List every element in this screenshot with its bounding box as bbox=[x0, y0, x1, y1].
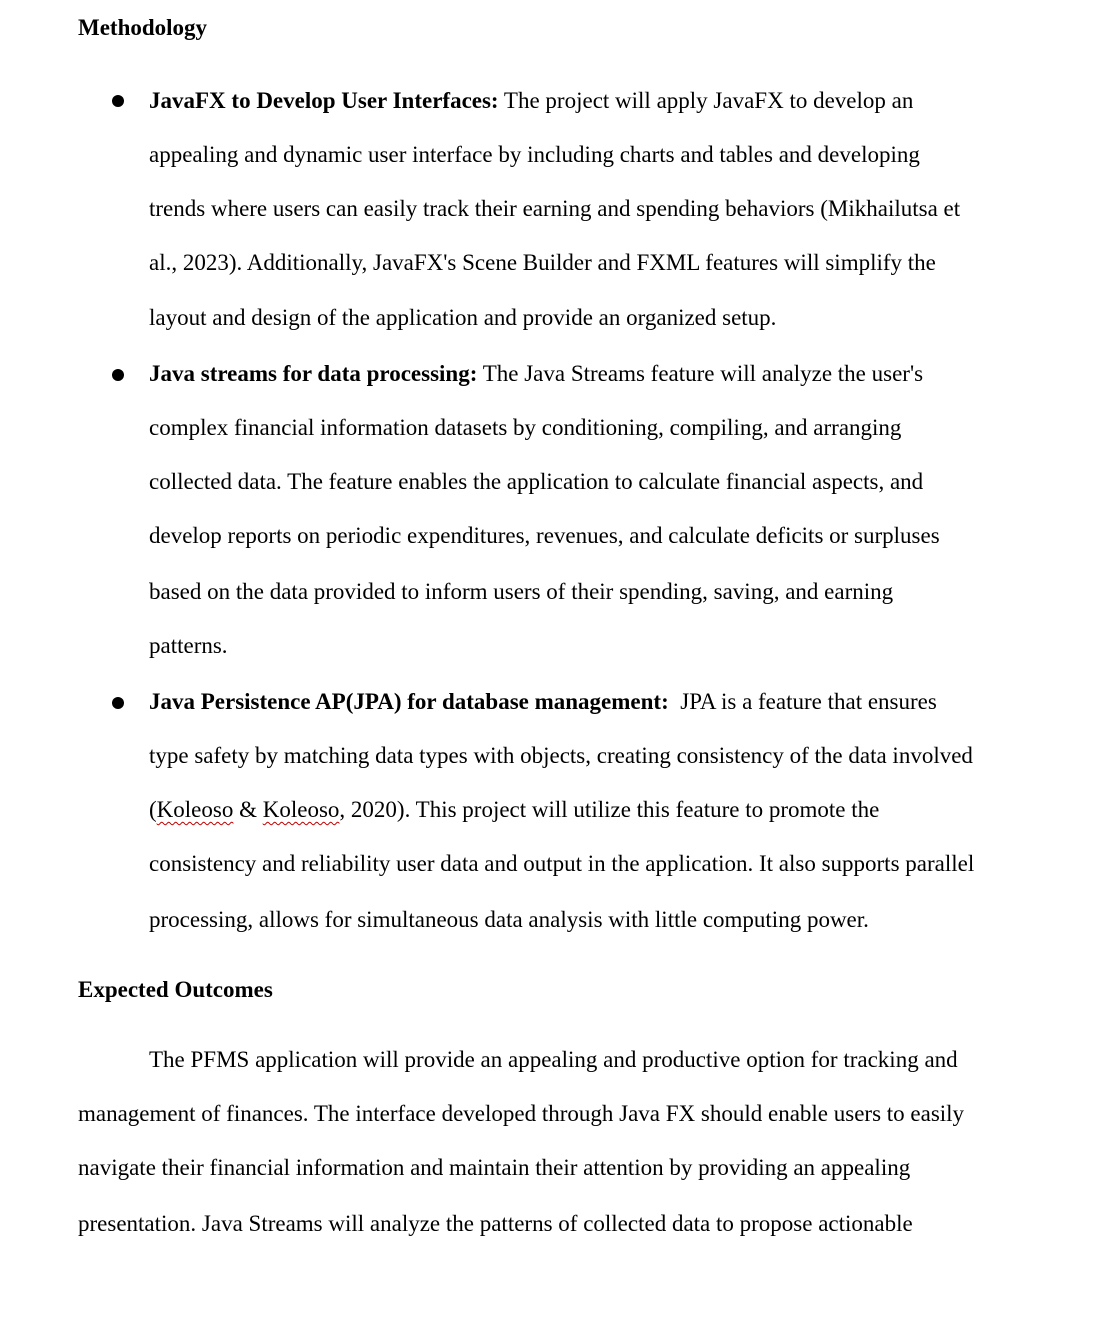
bullet-2-line: complex financial information datasets by conditioning, compiling, and arranging bbox=[149, 415, 902, 440]
bullet-1-line: al., 2023). Additionally, JavaFX's Scene Builder and FXML features will simplify the bbox=[149, 250, 936, 275]
bullet-3-title: Java Persistence AP(JPA) for database management: bbox=[149, 689, 669, 714]
citation-open: ( bbox=[149, 797, 157, 822]
citation-amp: & bbox=[233, 797, 263, 822]
bullet-2-line: collected data. The feature enables the application to calculate financial aspects, and bbox=[149, 469, 924, 494]
outcomes-first-line: The PFMS application will provide an appealing and productive option for tracking and bbox=[149, 1047, 958, 1072]
bullet-1-line: layout and design of the application and provide an organized setup. bbox=[149, 305, 777, 330]
bullet-2-first-line bbox=[149, 359, 923, 389]
bullet-3-first-line bbox=[149, 687, 937, 717]
methodology-heading: Methodology bbox=[78, 15, 208, 40]
bullet-2-line: patterns. bbox=[149, 633, 228, 658]
bullet-3-line: processing, allows for simultaneous data analysis with little computing power. bbox=[149, 907, 869, 932]
bullet-icon bbox=[112, 369, 124, 381]
bullet-2-line: develop reports on periodic expenditures, revenues, and calculate deficits or surpluses bbox=[149, 523, 940, 548]
bullet-2-title: Java streams for data processing: bbox=[149, 361, 478, 386]
bullet-3-line: consistency and reliability user data and output in the application. It also supports parallel bbox=[149, 851, 975, 876]
bullet-3-line: type safety by matching data types with objects, creating consistency of the data involved bbox=[149, 743, 973, 768]
bullet-2-line: based on the data provided to inform users of their spending, saving, and earning bbox=[149, 579, 894, 604]
bullet-1-line: appealing and dynamic user interface by including charts and tables and developing bbox=[149, 142, 920, 167]
outcomes-line: navigate their financial information and maintain their attention by providing an appealing bbox=[78, 1155, 911, 1180]
bullet-1-text: The project will apply JavaFX to develop an bbox=[498, 88, 914, 113]
outcomes-line: presentation. Java Streams will analyze the patterns of collected data to propose actionable bbox=[78, 1211, 913, 1236]
bullet-3-citation-line bbox=[149, 795, 879, 825]
bullet-3-text: JPA is a feature that ensures bbox=[668, 689, 937, 714]
spellcheck-word[interactable]: Koleoso bbox=[156, 797, 234, 822]
bullet-2-text: The Java Streams feature will analyze the user's bbox=[477, 361, 924, 386]
citation-rest: , 2020). This project will utilize this feature to promote the bbox=[339, 797, 880, 822]
bullet-icon bbox=[112, 697, 124, 709]
bullet-1-title: JavaFX to Develop User Interfaces: bbox=[149, 88, 499, 113]
outcomes-line: management of finances. The interface developed through Java FX should enable users to easily bbox=[78, 1101, 965, 1126]
bullet-icon bbox=[112, 95, 124, 107]
bullet-1-line: trends where users can easily track their earning and spending behaviors (Mikhailutsa et bbox=[149, 196, 961, 221]
bullet-1-first-line bbox=[149, 86, 913, 116]
spellcheck-word[interactable]: Koleoso bbox=[262, 797, 340, 822]
expected-outcomes-heading: Expected Outcomes bbox=[78, 977, 273, 1002]
